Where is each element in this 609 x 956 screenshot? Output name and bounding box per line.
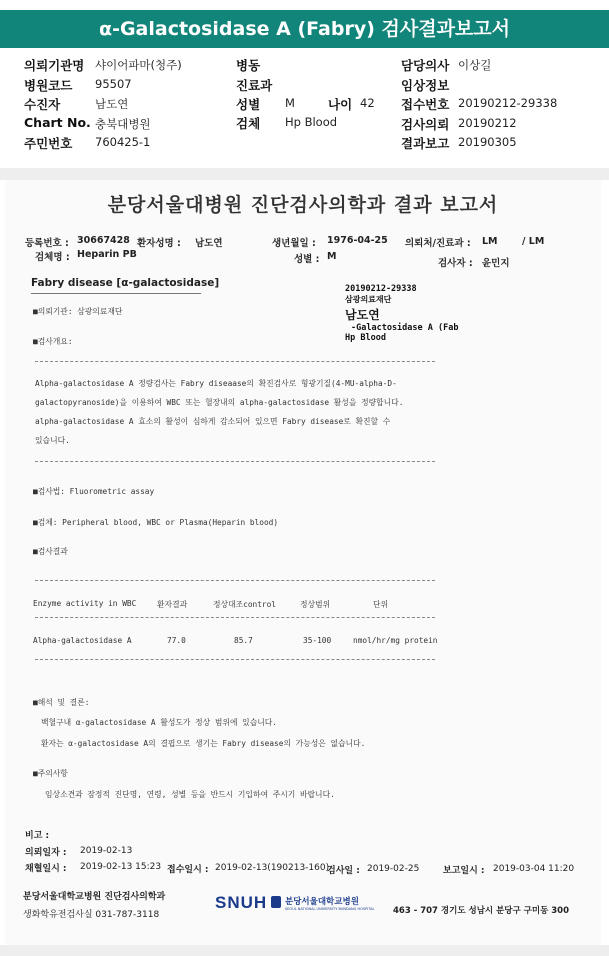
patient-label: 수진자 bbox=[24, 97, 61, 112]
section-divider bbox=[0, 168, 609, 180]
hospcode-value: 95507 bbox=[95, 77, 132, 91]
accession-value: 20190212-29338 bbox=[458, 96, 558, 110]
divider bbox=[35, 361, 435, 362]
ward-label: 병동 bbox=[236, 58, 261, 73]
overview-line-3: alpha-galactosidase A 효소의 활성이 심하게 감소되어 있으면 Fabry disease로 확진할 수 bbox=[35, 417, 391, 426]
rrn-label: 주민번호 bbox=[24, 136, 73, 151]
dob-label: 생년월일 : bbox=[272, 238, 316, 249]
spec-value: Heparin PB bbox=[77, 249, 137, 260]
dept-label: 진료과 bbox=[236, 78, 273, 93]
logo-snuh: SNUH bbox=[215, 893, 268, 912]
result-label: ■검사결과 bbox=[33, 547, 68, 556]
specimen-label: 검체 bbox=[236, 116, 261, 131]
table-header-enzyme: Enzyme activity in WBC bbox=[33, 599, 137, 608]
specimen-type: ■검체: Peripheral blood, WBC or Plasma(Heparin blood) bbox=[33, 518, 279, 527]
age-label: 나이 bbox=[328, 97, 353, 112]
interpretation-label: ■해석 및 결론: bbox=[33, 698, 90, 707]
hospital-address: 463 - 707 경기도 성남시 분당구 구미동 300 bbox=[393, 906, 570, 916]
report-title-bar bbox=[0, 10, 609, 48]
name-label: 환자성명 : bbox=[137, 238, 181, 249]
method: ■검사법: Fluorometric assay bbox=[33, 487, 155, 496]
request-date-label: 의뢰일자 : bbox=[25, 848, 67, 858]
receipt-value: 2019-02-13(190213-160) bbox=[215, 863, 330, 873]
patient-value: 남도연 bbox=[95, 97, 129, 111]
table-cell-enzyme: Alpha-galactosidase A bbox=[33, 636, 132, 645]
refdept-value: LM bbox=[482, 236, 498, 247]
report-date-label-2: 보고일시 : bbox=[443, 866, 485, 876]
age-value: 42 bbox=[360, 96, 375, 110]
interpretation-line-1: 백혈구내 α-galactosidase A 활성도가 정상 범위에 있습니다. bbox=[41, 718, 278, 727]
remark-label: 비고 : bbox=[25, 831, 50, 841]
name-value: 남도연 bbox=[195, 238, 223, 249]
bottom-divider bbox=[0, 945, 609, 956]
doctor-value: 이상길 bbox=[458, 58, 492, 72]
accession-label: 접수번호 bbox=[401, 97, 450, 112]
refdept-value2: / LM bbox=[522, 236, 545, 247]
table-cell-patient-result: 77.0 bbox=[167, 636, 186, 645]
tester-label: 검사자 : bbox=[438, 258, 473, 269]
divider bbox=[35, 617, 435, 618]
table-header-unit: 단위 bbox=[373, 600, 389, 609]
sex-label: 성별 bbox=[236, 97, 261, 112]
rrn-value: 760425-1 bbox=[95, 135, 151, 149]
reg-label: 등록번호 : bbox=[25, 238, 69, 249]
report-title: α-Galactosidase A (Fabry) 검사결과보고서 bbox=[99, 18, 510, 40]
chart-value: 충북대병원 bbox=[95, 117, 151, 131]
logo-text: 분당서울대학교병원 bbox=[285, 897, 359, 907]
chart-label: Chart No. bbox=[24, 115, 91, 130]
overview-line-2: galactopyranoside)을 이용하여 WBC 또는 혈장내의 alpha-galactosidase 활성을 정량합니다. bbox=[35, 398, 404, 407]
sticker-patient: 남도연 bbox=[345, 308, 380, 322]
report-date-value-2: 2019-03-04 11:20 bbox=[493, 864, 575, 874]
table-header-range: 정상범위 bbox=[300, 600, 331, 609]
divider bbox=[35, 461, 435, 462]
divider bbox=[35, 580, 435, 581]
reg-value: 30667428 bbox=[77, 235, 130, 246]
report-date-label: 결과보고 bbox=[401, 136, 450, 151]
footer-lab: 생화학유전검사실 031-787-3118 bbox=[23, 910, 160, 920]
table-cell-unit: nmol/hr/mg protein bbox=[353, 636, 438, 645]
table-cell-control: 85.7 bbox=[234, 636, 253, 645]
sticker-specimen: Hp Blood bbox=[345, 333, 386, 343]
footer-dept: 분당서울대학교병원 진단검사의학과 bbox=[23, 892, 166, 902]
test-date-label: 검사일 : bbox=[327, 866, 360, 876]
collect-value: 2019-02-13 15:23 bbox=[80, 862, 162, 872]
sticker-lab: 삼광의료재단 bbox=[345, 295, 392, 304]
divider bbox=[35, 659, 435, 660]
scanned-report-title: 분당서울대병원 진단검사의학과 결과 보고서 bbox=[107, 194, 499, 216]
test-name: Fabry disease [α-galactosidase] bbox=[31, 277, 220, 289]
report-date-value: 20190305 bbox=[458, 135, 517, 149]
collect-label: 채혈일시 : bbox=[25, 864, 67, 874]
ref-institution: ■의뢰기관: 삼광의료재단 bbox=[33, 307, 123, 316]
table-header-patient: 환자결과 bbox=[157, 600, 188, 609]
dob-value: 1976-04-25 bbox=[327, 235, 388, 246]
test-date-value: 2019-02-25 bbox=[367, 864, 420, 874]
sticker-accession: 20190212-29338 bbox=[345, 284, 417, 294]
scanned-report bbox=[5, 180, 601, 945]
caution-line: 임상소견과 잠정적 진단명, 연령, 성별 등을 반드시 기입하여 주시기 바랍니다. bbox=[45, 790, 335, 799]
tester-value: 윤민지 bbox=[482, 258, 510, 269]
sex-value: M bbox=[285, 96, 295, 110]
logo-emblem-icon bbox=[271, 896, 281, 908]
caution-label: ■주의사항 bbox=[33, 769, 68, 778]
sex-value-2: M bbox=[327, 251, 337, 262]
institution-value: 샤이어파마(청주) bbox=[95, 58, 182, 72]
logo-sub: SEOUL NATIONAL UNIVERSITY BUNDANG HOSPITAL bbox=[285, 907, 375, 911]
specimen-value: Hp Blood bbox=[285, 115, 338, 129]
table-cell-range: 35-100 bbox=[303, 636, 332, 645]
sticker-test: -Galactosidase A (Fab bbox=[351, 323, 459, 333]
overview-label: ■검사개요: bbox=[33, 337, 73, 346]
request-date-value: 2019-02-13 bbox=[80, 846, 133, 856]
doctor-label: 담당의사 bbox=[401, 58, 450, 73]
overview-line-4: 있습니다. bbox=[35, 436, 70, 445]
table-header-control: 정상대조control bbox=[213, 600, 276, 609]
test-name-underline bbox=[31, 293, 201, 294]
request-label: 검사의뢰 bbox=[401, 117, 450, 132]
request-value: 20190212 bbox=[458, 116, 517, 130]
spec-label: 검체명 : bbox=[35, 252, 70, 263]
clinical-label: 임상정보 bbox=[401, 78, 450, 93]
header-info bbox=[0, 50, 609, 170]
interpretation-line-2: 환자는 α-galactosidase A의 결핍으로 생기는 Fabry disease의 가능성은 없습니다. bbox=[41, 739, 366, 748]
specimen-label-sticker bbox=[345, 284, 475, 348]
receipt-label: 접수일시 : bbox=[167, 865, 209, 875]
hospcode-label: 병원코드 bbox=[24, 78, 73, 93]
sex-label-2: 성별 : bbox=[294, 254, 320, 265]
refdept-label: 의뢰처/진료과 : bbox=[405, 238, 471, 249]
institution-label: 의뢰기관명 bbox=[24, 58, 85, 73]
hospital-logo bbox=[215, 893, 385, 921]
overview-line-1: Alpha-galactosidase A 정량검사는 Fabry diseaase의 확진검사로 형광기질(4-MU-alpha-D- bbox=[35, 379, 397, 388]
